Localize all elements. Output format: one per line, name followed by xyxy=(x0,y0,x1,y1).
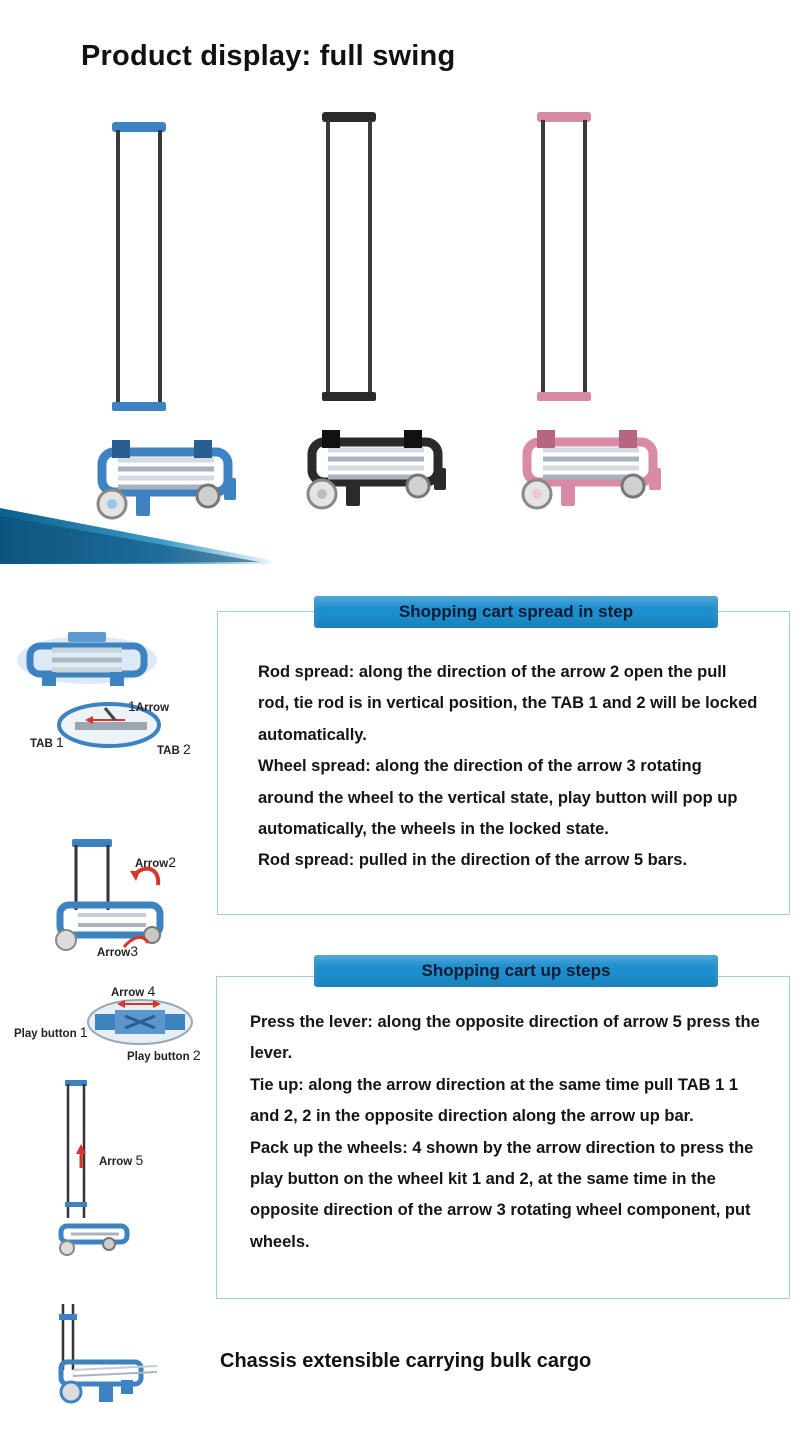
play-button-2-number: 2 xyxy=(192,1047,201,1063)
spread-steps-header-text: Shopping cart spread in step xyxy=(398,602,634,621)
play-button-2-label xyxy=(127,1047,201,1063)
arrow-1-word: Arrow xyxy=(135,702,170,714)
up-steps-text xyxy=(250,1007,760,1258)
arrow-2-number: 2 xyxy=(168,854,177,870)
spread-paragraph-2: Wheel spread: along the direction of the arrow 3 rotating around the wheel to the vertical state, play button will pop up automatically, the wheels in the locked state. xyxy=(258,757,738,839)
spread-paragraph-3: Rod spread: pulled in the direction of the arrow 5 bars. xyxy=(258,851,688,870)
tab-2-word: TAB xyxy=(157,745,180,757)
arrow-3-label xyxy=(97,943,138,959)
extended-chassis-image xyxy=(45,1300,165,1410)
tab-1-label xyxy=(30,734,64,750)
tab-1-word: TAB xyxy=(30,738,53,750)
play-button-1-label xyxy=(14,1024,88,1040)
play-button-1-word: Play button xyxy=(14,1028,77,1040)
arrow-5-word: Arrow xyxy=(99,1156,133,1168)
play-button-2-word: Play button xyxy=(127,1051,190,1063)
arrow-4-word: Arrow xyxy=(111,987,145,999)
arrow-5-number: 5 xyxy=(135,1152,144,1168)
up-steps-header-text: Shopping cart up steps xyxy=(421,961,611,980)
arrow-4-label xyxy=(111,983,155,999)
play-button-1-number: 1 xyxy=(79,1024,88,1040)
arrow-2-word: Arrow xyxy=(135,858,169,870)
spread-paragraph-1: Rod spread: along the direction of the arrow 2 open the pull rod, tie rod is in vertical position, the TAB 1 and 2 will be locked automatically. xyxy=(258,663,758,744)
up-paragraph-1: Press the lever: along the opposite direction of arrow 5 press the lever. xyxy=(250,1013,760,1063)
cart-black-image xyxy=(300,100,460,530)
page-title: Product display: full swing xyxy=(81,40,456,72)
arrow-5-label xyxy=(99,1152,143,1168)
play-button-closeup-image xyxy=(85,992,195,1047)
arrow-2-label xyxy=(135,854,176,870)
up-paragraph-3: Pack up the wheels: 4 shown by the arrow direction to press the play button on the wheel kit 1 and 2, at the same time in the opposite direction of the arrow 3 rotating wheel component, put wheels. xyxy=(250,1138,754,1251)
arrow-1-number: 1 xyxy=(128,698,136,714)
arrow-3-word: Arrow xyxy=(97,947,131,959)
cart-pink-image xyxy=(515,100,685,530)
tall-cart-image xyxy=(55,1078,135,1258)
arrow-3-number: 3 xyxy=(130,943,139,959)
tab-2-label xyxy=(157,741,191,757)
spread-steps-header xyxy=(314,596,718,628)
tab-2-number: 2 xyxy=(182,741,191,757)
bottom-caption: Chassis extensible carrying bulk cargo xyxy=(220,1350,592,1372)
arrow-4-number: 4 xyxy=(147,983,156,999)
up-paragraph-2: Tie up: along the arrow direction at the same time pull TAB 1 1 and 2, 2 in the opposite direction along the arrow up bar. xyxy=(250,1075,739,1126)
spread-steps-text xyxy=(258,657,758,877)
chassis-closeup-image xyxy=(12,628,162,690)
arrow-1-label xyxy=(128,698,169,714)
tab-1-number: 1 xyxy=(55,734,64,750)
up-steps-header xyxy=(314,955,718,987)
cart-blue-image xyxy=(90,110,250,530)
